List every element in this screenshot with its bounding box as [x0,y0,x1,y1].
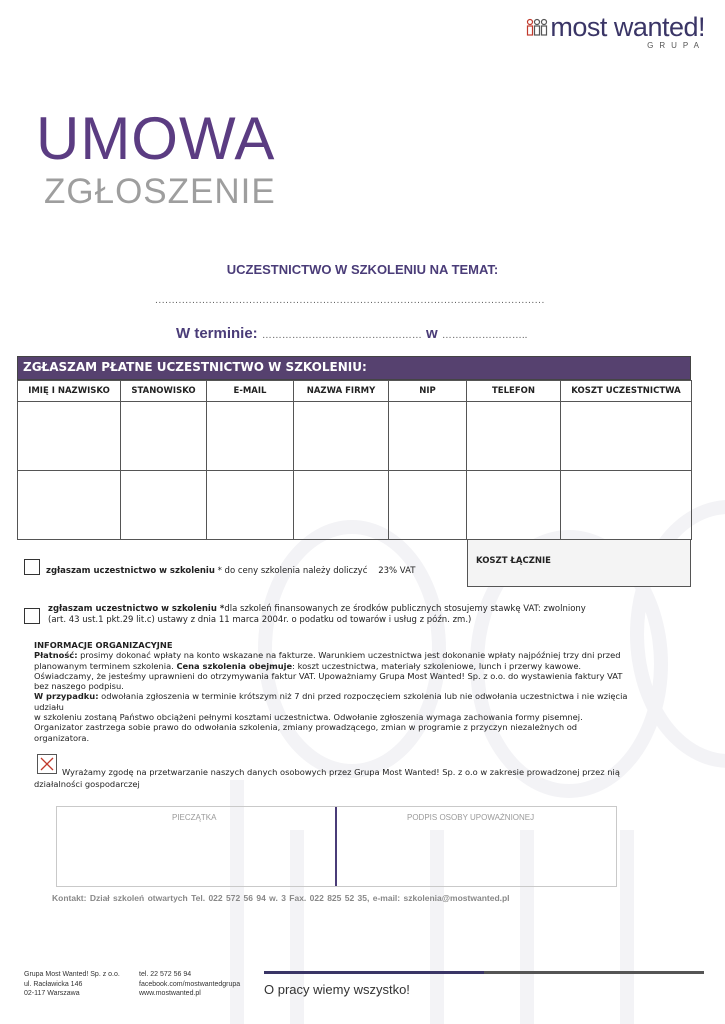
table-cell[interactable] [389,471,467,540]
column-header: NIP [389,381,467,402]
table-cell[interactable] [294,402,389,471]
column-header: NAZWA FIRMY [294,381,389,402]
table-row [18,471,692,540]
company-address [24,970,120,999]
info-payment [34,650,634,691]
table-cell[interactable] [467,402,561,471]
contact-line: Kontakt: Dział szkoleń otwartych Tel. 022 572 56 94 w. 3 Fax. 022 825 52 35, e-mail: szkolenia@mostwanted.pl [52,893,510,903]
people-icon [526,18,548,36]
column-header: IMIĘ I NAZWISKO [18,381,121,402]
participants-grid [17,380,692,540]
divider [335,807,337,886]
option1-checkbox[interactable] [24,559,40,575]
table-cell[interactable] [561,471,692,540]
column-header: TELEFON [467,381,561,402]
column-header: STANOWISKO [121,381,207,402]
term-place-field[interactable]: …………………….. [441,330,528,341]
option1-bold: zgłaszam uczestnictwo w szkoleniu [46,566,215,576]
table-header-row [18,381,692,402]
subject-heading: UCZESTNICTWO W SZKOLENIU NA TEMAT: [226,262,499,277]
table-cell[interactable] [121,402,207,471]
company-logo [550,12,705,50]
case-text: odwołania zgłoszenia w terminie krótszym niż 7 dni przed rozpoczęciem szkolenia lub nie odwołania uczestnictwa i nie wzięcia udziału [34,691,628,712]
company-name: Grupa Most Wanted! Sp. z o.o. [24,971,120,978]
consent-text: Wyrażamy zgodę na przetwarzanie naszych danych osobowych przez Grupa Most Wanted! Sp. z o.o w zakresie prowadzonej przez nią działalności gospodarczej [34,767,620,789]
option2-text [48,604,608,626]
registration-header: ZGŁASZAM PŁATNE UCZESTNICTWO W SZKOLENIU: [17,356,691,380]
term-w-label: w [426,325,438,342]
stamp-label: PIECZĄTKA [172,813,217,822]
term-label: W terminie: [176,325,258,342]
table-row [18,402,692,471]
document-title: UMOWA [36,105,276,172]
option2-bold: zgłaszam uczestnictwo w szkoleniu * [48,604,225,614]
company-facebook[interactable]: facebook.com/mostwantedgrupa [139,980,241,988]
logo-name: most wanted! [550,12,705,42]
signature-label: PODPIS OSOBY UPOWAŻNIONEJ [407,813,535,822]
case-label: W przypadku: [34,691,99,702]
option1-vat: 23% VAT [378,566,416,576]
payment-text: prosimy dokonać wpłaty na konto wskazane na fakturze. Warunkiem uczestnictwa jest dokonanie wpłaty najpóźniej trzy dni przed planowanym terminem szkolenia. [34,650,621,671]
watermark-bar [620,830,634,1024]
table-cell[interactable] [18,402,121,471]
info-case2: w szkoleniu zostaną Państwo obciążeni pełnymi kosztami uczestnictwa. Odwołanie zgłoszenia wymaga zachowania formy pisemnej. Organizator zastrzega sobie prawo do odwołania szkolenia, zmiany prowadzącego, zmian w programie z przyczyn niezależnych od organizatora. [34,712,583,743]
slogan: O pracy wiemy wszystko! [264,982,410,997]
company-city: 02-117 Warszawa [24,990,80,997]
total-cost-label: KOSZT ŁĄCZNIE [476,556,551,566]
document-subtitle: ZGŁOSZENIE [44,172,276,211]
stamp-signature-box [56,806,617,887]
table-cell[interactable] [294,471,389,540]
registration-table [17,356,691,540]
info-heading: INFORMACJE ORGANIZACYJNE [34,640,173,650]
slogan-line [264,971,704,974]
column-header: E-MAIL [207,381,294,402]
total-cost-box[interactable] [467,539,691,587]
table-cell[interactable] [121,471,207,540]
term-line [176,325,527,342]
company-street: ul. Racławicka 146 [24,980,83,988]
column-header: KOSZT UCZESTNICTWA [561,381,692,402]
payment-label: Płatność: [34,650,78,661]
option1-text [46,566,415,577]
table-cell[interactable] [561,402,692,471]
table-cell[interactable] [389,402,467,471]
option2-line2: (art. 43 ust.1 pkt.29 lit.c) ustawy z dnia 11 marca 2004r. o podatku od towarów i usług z późn. zm.) [48,615,472,625]
table-cell[interactable] [467,471,561,540]
subject-field[interactable]: .................................................................................................................... [155,296,545,306]
company-www[interactable]: www.mostwanted.pl [139,990,201,997]
term-date-field[interactable]: ………………………………………… [261,330,422,341]
info-section [34,640,634,743]
info-case [34,691,634,712]
company-contact [139,970,240,999]
table-cell[interactable] [207,402,294,471]
table-cell[interactable] [18,471,121,540]
table-cell[interactable] [207,471,294,540]
logo-sub: GRUPA [647,41,705,50]
option1-note: * do ceny szkolenia należy doliczyć [214,566,368,576]
company-tel: tel. 22 572 56 94 [139,971,192,978]
option2-checkbox[interactable] [24,608,40,624]
option2-line1: dla szkoleń finansowanych ze środków publicznych stosujemy stawkę VAT: zwolniony [224,604,586,614]
price-label: Cena szkolenia obejmuje [176,660,293,671]
price-text: : koszt uczestnictwa, materiały szkoleniowe, lunch i przerwy kawowe. Oświadczamy, że jesteśmy uprawnieni do otrzymywania faktur VAT. Upoważniamy Grupa Most Wanted! Sp. z o.o. do wystawienia faktury VAT bez naszego podpisu. [34,660,623,692]
